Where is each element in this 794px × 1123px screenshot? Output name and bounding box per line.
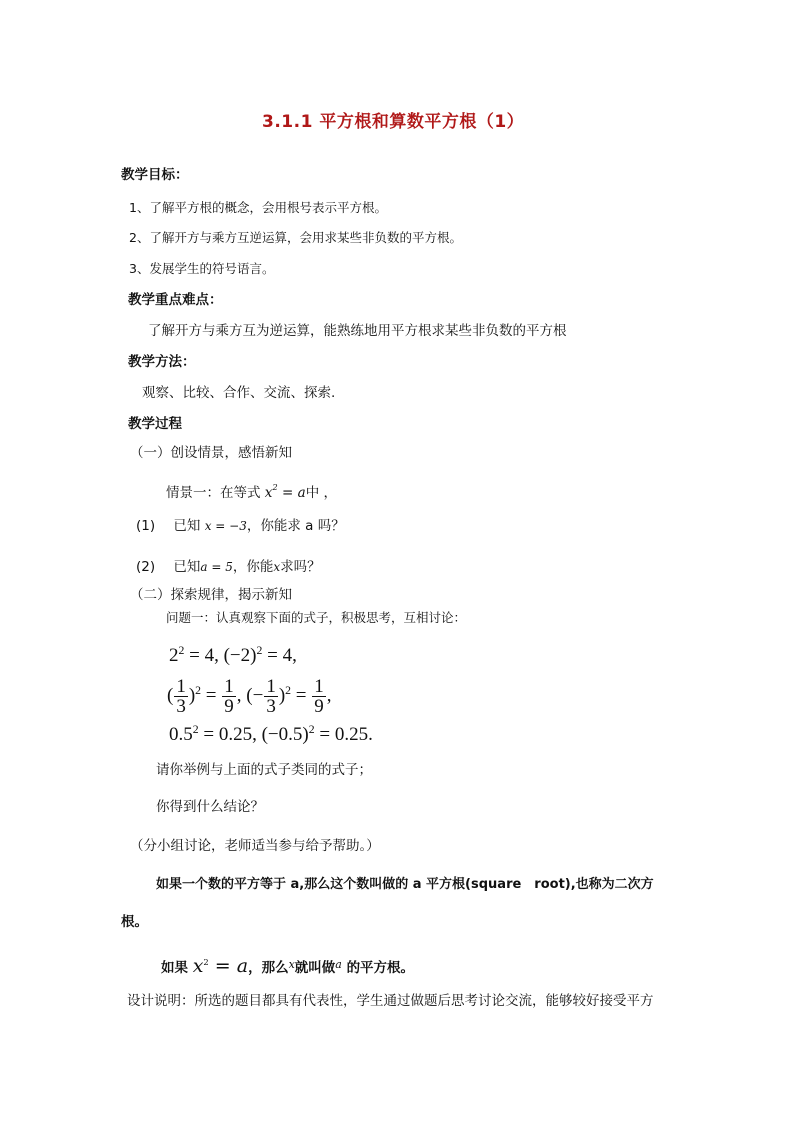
methods-text: 观察、比较、合作、交流、探索. [142, 385, 336, 401]
fraction-one-ninth-2: $\frac{1}{9}$ [314, 676, 324, 718]
part2-question: 问题一：认真观察下面的式子，积极思考，互相讨论： [166, 610, 467, 625]
f1-base: 2 [169, 645, 179, 666]
scene-line [166, 478, 337, 502]
f3-exp: 2 [192, 723, 199, 736]
group-note: （分小组讨论，老师适当参与给予帮助。） [130, 838, 380, 854]
definition-line-2: 根。 [121, 914, 148, 930]
q2-number: (2) [136, 559, 156, 575]
q2-var: x [273, 560, 281, 574]
key-points-text: 了解开方与乘方互为逆运算，能熟练地用平方根求某些非负数的平方根 [148, 323, 567, 339]
q1-prefix: 已知 [173, 518, 201, 534]
key-points-heading: 教学重点难点： [128, 292, 223, 308]
methods-heading: 教学方法： [128, 354, 196, 370]
f3-exp2: 2 [308, 723, 315, 736]
part2-label: （二）探索规律，揭示新知 [130, 587, 292, 603]
prompt-1: 请你举例与上面的式子类同的式子； [156, 762, 372, 778]
design-note: 设计说明：所选的题目都具有代表性，学生通过做题后思考讨论交流，能够较好接受平方 [127, 993, 654, 1009]
goals-heading: 教学目标： [121, 167, 189, 183]
f3-base: 0.5 [169, 724, 193, 745]
fraction-one-ninth: $\frac{1}{9}$ [224, 676, 234, 718]
q2-prefix: 已知 [173, 559, 201, 575]
scene-equation: $x^2 = a$ [264, 482, 306, 501]
f3-end: = 0.25. [314, 724, 373, 745]
f1-exp: 2 [178, 644, 185, 657]
process-heading: 教学过程 [128, 416, 182, 432]
definition-line-1: 如果一个数的平方等于 a,那么这个数叫做的 a 平方根(square root),也称为二次方 [156, 877, 654, 892]
definition-line-3: 如果 $x^2 = a$，那么$^x$就叫做$^a$ 的平方根。 [161, 955, 415, 977]
question-2 [136, 558, 321, 576]
f1-end: = 4, [262, 645, 297, 666]
scene-prefix: 情景一：在等式 [166, 485, 261, 501]
q1-math: x = −3 [204, 519, 247, 533]
def3-a: a [236, 955, 249, 977]
goal-item-2: 2、了解开方与乘方互逆运算，会用求某些非负数的平方根。 [129, 230, 462, 245]
f3-mid: = 0.25, (−0.5) [198, 724, 309, 745]
page-title: 3.1.1 平方根和算数平方根（1） [262, 112, 525, 132]
q1-number: (1) [136, 518, 156, 534]
def3-suffix: 的平方根。 [346, 960, 415, 976]
def3-prefix: 如果 [161, 960, 188, 976]
q2-suffix: 求吗？ [280, 559, 321, 575]
f1-mid: = 4, (−2) [184, 645, 257, 666]
scene-suffix: 中 ， [305, 485, 337, 501]
part1-label: （一）创设情景，感悟新知 [130, 445, 292, 461]
question-1 [136, 517, 345, 535]
prompt-2: 你得到什么结论？ [156, 799, 264, 815]
def3-x: x [192, 955, 204, 977]
q1-suffix: ，你能求 a 吗？ [246, 518, 345, 534]
f1-exp2: 2 [256, 644, 263, 657]
formula-line-2: ( $\frac{1}{3}$ )$^2$ = $\frac{1}{9}$ , (− $\frac{1}{3}$ )$^2$ = $\frac{1}{9}$ , [167, 676, 332, 718]
q2-mid: ，你能 [232, 559, 274, 575]
q2-math: a = 5 [200, 560, 233, 574]
def3-mid2: 就叫做 [294, 960, 336, 976]
formula-line-3 [169, 719, 373, 746]
goal-item-1: 1、了解平方根的概念，会用根号表示平方根。 [129, 200, 387, 215]
fraction-neg-one-third: $\frac{1}{3}$ [266, 676, 276, 718]
goal-item-3: 3、发展学生的符号语言。 [129, 261, 275, 276]
def3-mid: ，那么 [248, 960, 289, 976]
fraction-one-third: $\frac{1}{3}$ [176, 676, 186, 718]
formula-line-1 [169, 640, 297, 667]
